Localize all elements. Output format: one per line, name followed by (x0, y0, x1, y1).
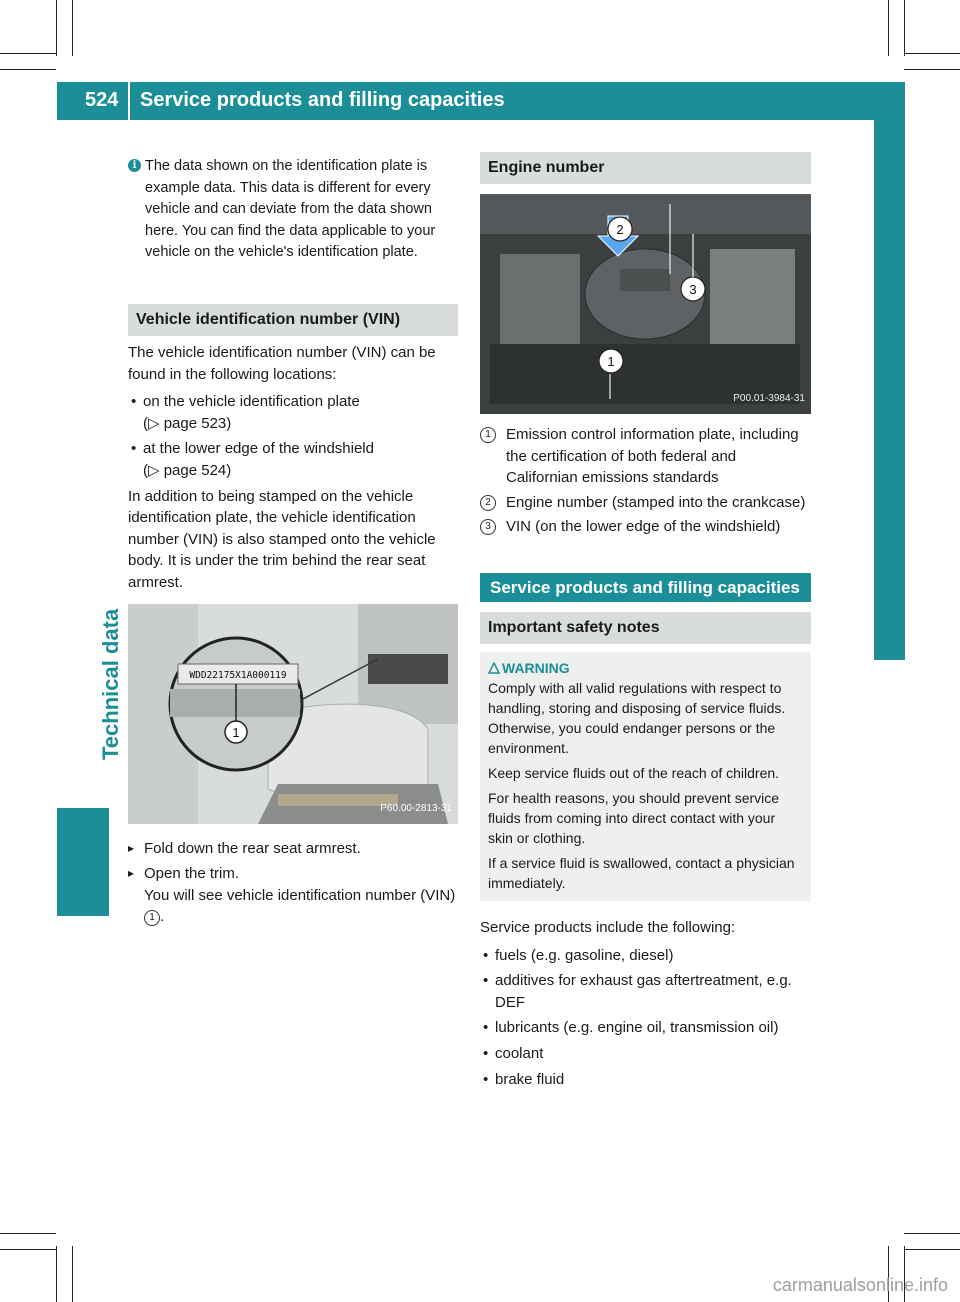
step-result-end: . (160, 908, 165, 926)
step-item (128, 838, 458, 860)
crop-mark (0, 1249, 56, 1250)
footer-watermark: carmanualsonline.info (772, 1275, 948, 1295)
crop-mark (904, 1249, 960, 1250)
crop-mark (888, 0, 889, 56)
step-text: Fold down the rear seat armrest. (144, 839, 361, 857)
callout-number: 1 (144, 910, 160, 926)
right-column (480, 152, 811, 1094)
engine-callout-1: 1 (607, 354, 615, 369)
crop-mark (0, 69, 56, 70)
warning-title: WARNING (502, 659, 570, 676)
crop-mark (0, 1233, 56, 1234)
warning-box (480, 652, 811, 901)
legend-item (480, 492, 811, 514)
vin-heading: Vehicle identification number (VIN) (128, 304, 458, 336)
vin-location-text: at the lower edge of the windshield (143, 440, 374, 458)
step-item (128, 863, 458, 928)
step-result-text: You will see vehicle identification number (VIN) (144, 886, 456, 904)
vin-location-text: on the vehicle identification plate (143, 393, 360, 411)
crop-mark (72, 0, 73, 56)
vin-intro: The vehicle identification number (VIN) can be found in the following locations: (128, 343, 436, 383)
warning-icon (488, 662, 500, 674)
page-title: Service products and filling capacities (140, 89, 505, 111)
armrest-photo (128, 604, 458, 824)
step-text: Open the trim. (144, 865, 240, 883)
warning-paragraph: For health reasons, you should prevent service fluids from coming into direct contact with your skin or clothing. (488, 789, 780, 846)
photo-label: P60.00-2813-31 (380, 802, 452, 814)
side-tab-block (57, 808, 109, 916)
side-tab-label: Technical data (98, 608, 123, 760)
warning-paragraph: If a service fluid is swallowed, contact a physician immediately. (488, 854, 795, 891)
legend-text: VIN (on the lower edge of the windshield) (506, 518, 781, 536)
vin-stamped-text: In addition to being stamped on the vehicle identification plate, the vehicle identification number (VIN) is also stamped onto the vehicle body. It is under the trim behind the rear seat armrest. (128, 487, 436, 591)
list-item: • coolant (480, 1043, 811, 1065)
left-column (128, 156, 458, 932)
step-marker: ▸ (128, 866, 135, 881)
crop-mark (72, 1246, 73, 1302)
photo-callout-1: 1 (232, 724, 240, 740)
info-note (128, 156, 458, 264)
callout-number: 1 (480, 427, 496, 443)
service-intro: Service products include the following: (480, 918, 736, 936)
engine-photo (480, 194, 811, 414)
service-heading: Service products and filling capacities (480, 573, 811, 602)
engine-photo-illustration (480, 194, 811, 414)
legend-item (480, 424, 811, 489)
crop-mark (56, 1246, 57, 1302)
warning-header (488, 658, 803, 678)
warning-paragraph: Keep service fluids out of the reach of children. (488, 764, 780, 781)
crop-mark (904, 53, 960, 54)
legend-text: Emission control information plate, including the certification of both federal and Californian emissions standards (506, 426, 799, 487)
engine-callout-3: 3 (689, 282, 697, 297)
list-item (128, 391, 458, 434)
engine-heading: Engine number (480, 152, 811, 184)
page-number: 524 (85, 89, 119, 111)
callout-number: 3 (480, 519, 496, 535)
page-ref-link[interactable]: (▷ page 523) (143, 414, 232, 432)
crop-mark (0, 53, 56, 54)
side-tab-strip (57, 120, 109, 780)
step-marker: ▸ (128, 840, 135, 855)
list-item: • lubricants (e.g. engine oil, transmission oil) (480, 1017, 811, 1039)
vin-plate-text: WDD22175X1A000119 (189, 669, 287, 681)
info-icon: i (128, 159, 141, 172)
callout-number: 2 (480, 495, 496, 511)
legend-item (480, 516, 811, 538)
list-item: • additives for exhaust gas aftertreatment, e.g. DEF (480, 970, 811, 1013)
info-note-text: The data shown on the identification plate is example data. This data is different for every vehicle and can deviate from the data shown here. You can find the data applicable to your vehicle on the vehicle's identification plate. (145, 158, 436, 261)
armrest-photo-illustration (128, 604, 458, 824)
legend-text: Engine number (stamped into the crankcase) (506, 493, 806, 511)
side-tab-bar (874, 120, 905, 660)
header-divider (128, 82, 130, 120)
list-item (128, 438, 458, 481)
safety-heading: Important safety notes (480, 612, 811, 644)
list-item: • fuels (e.g. gasoline, diesel) (480, 945, 811, 967)
engine-callout-2: 2 (616, 222, 624, 237)
crop-mark (904, 0, 905, 56)
crop-mark (56, 0, 57, 56)
warning-paragraph: Comply with all valid regulations with respect to handling, storing and disposing of service fluids. Otherwise, you could endanger persons or the environment. (488, 679, 786, 756)
list-item: • brake fluid (480, 1069, 811, 1091)
page-ref-link[interactable]: (▷ page 524) (143, 461, 232, 479)
crop-mark (904, 69, 960, 70)
crop-mark (904, 1233, 960, 1234)
photo-label: P00.01-3984-31 (733, 393, 805, 405)
